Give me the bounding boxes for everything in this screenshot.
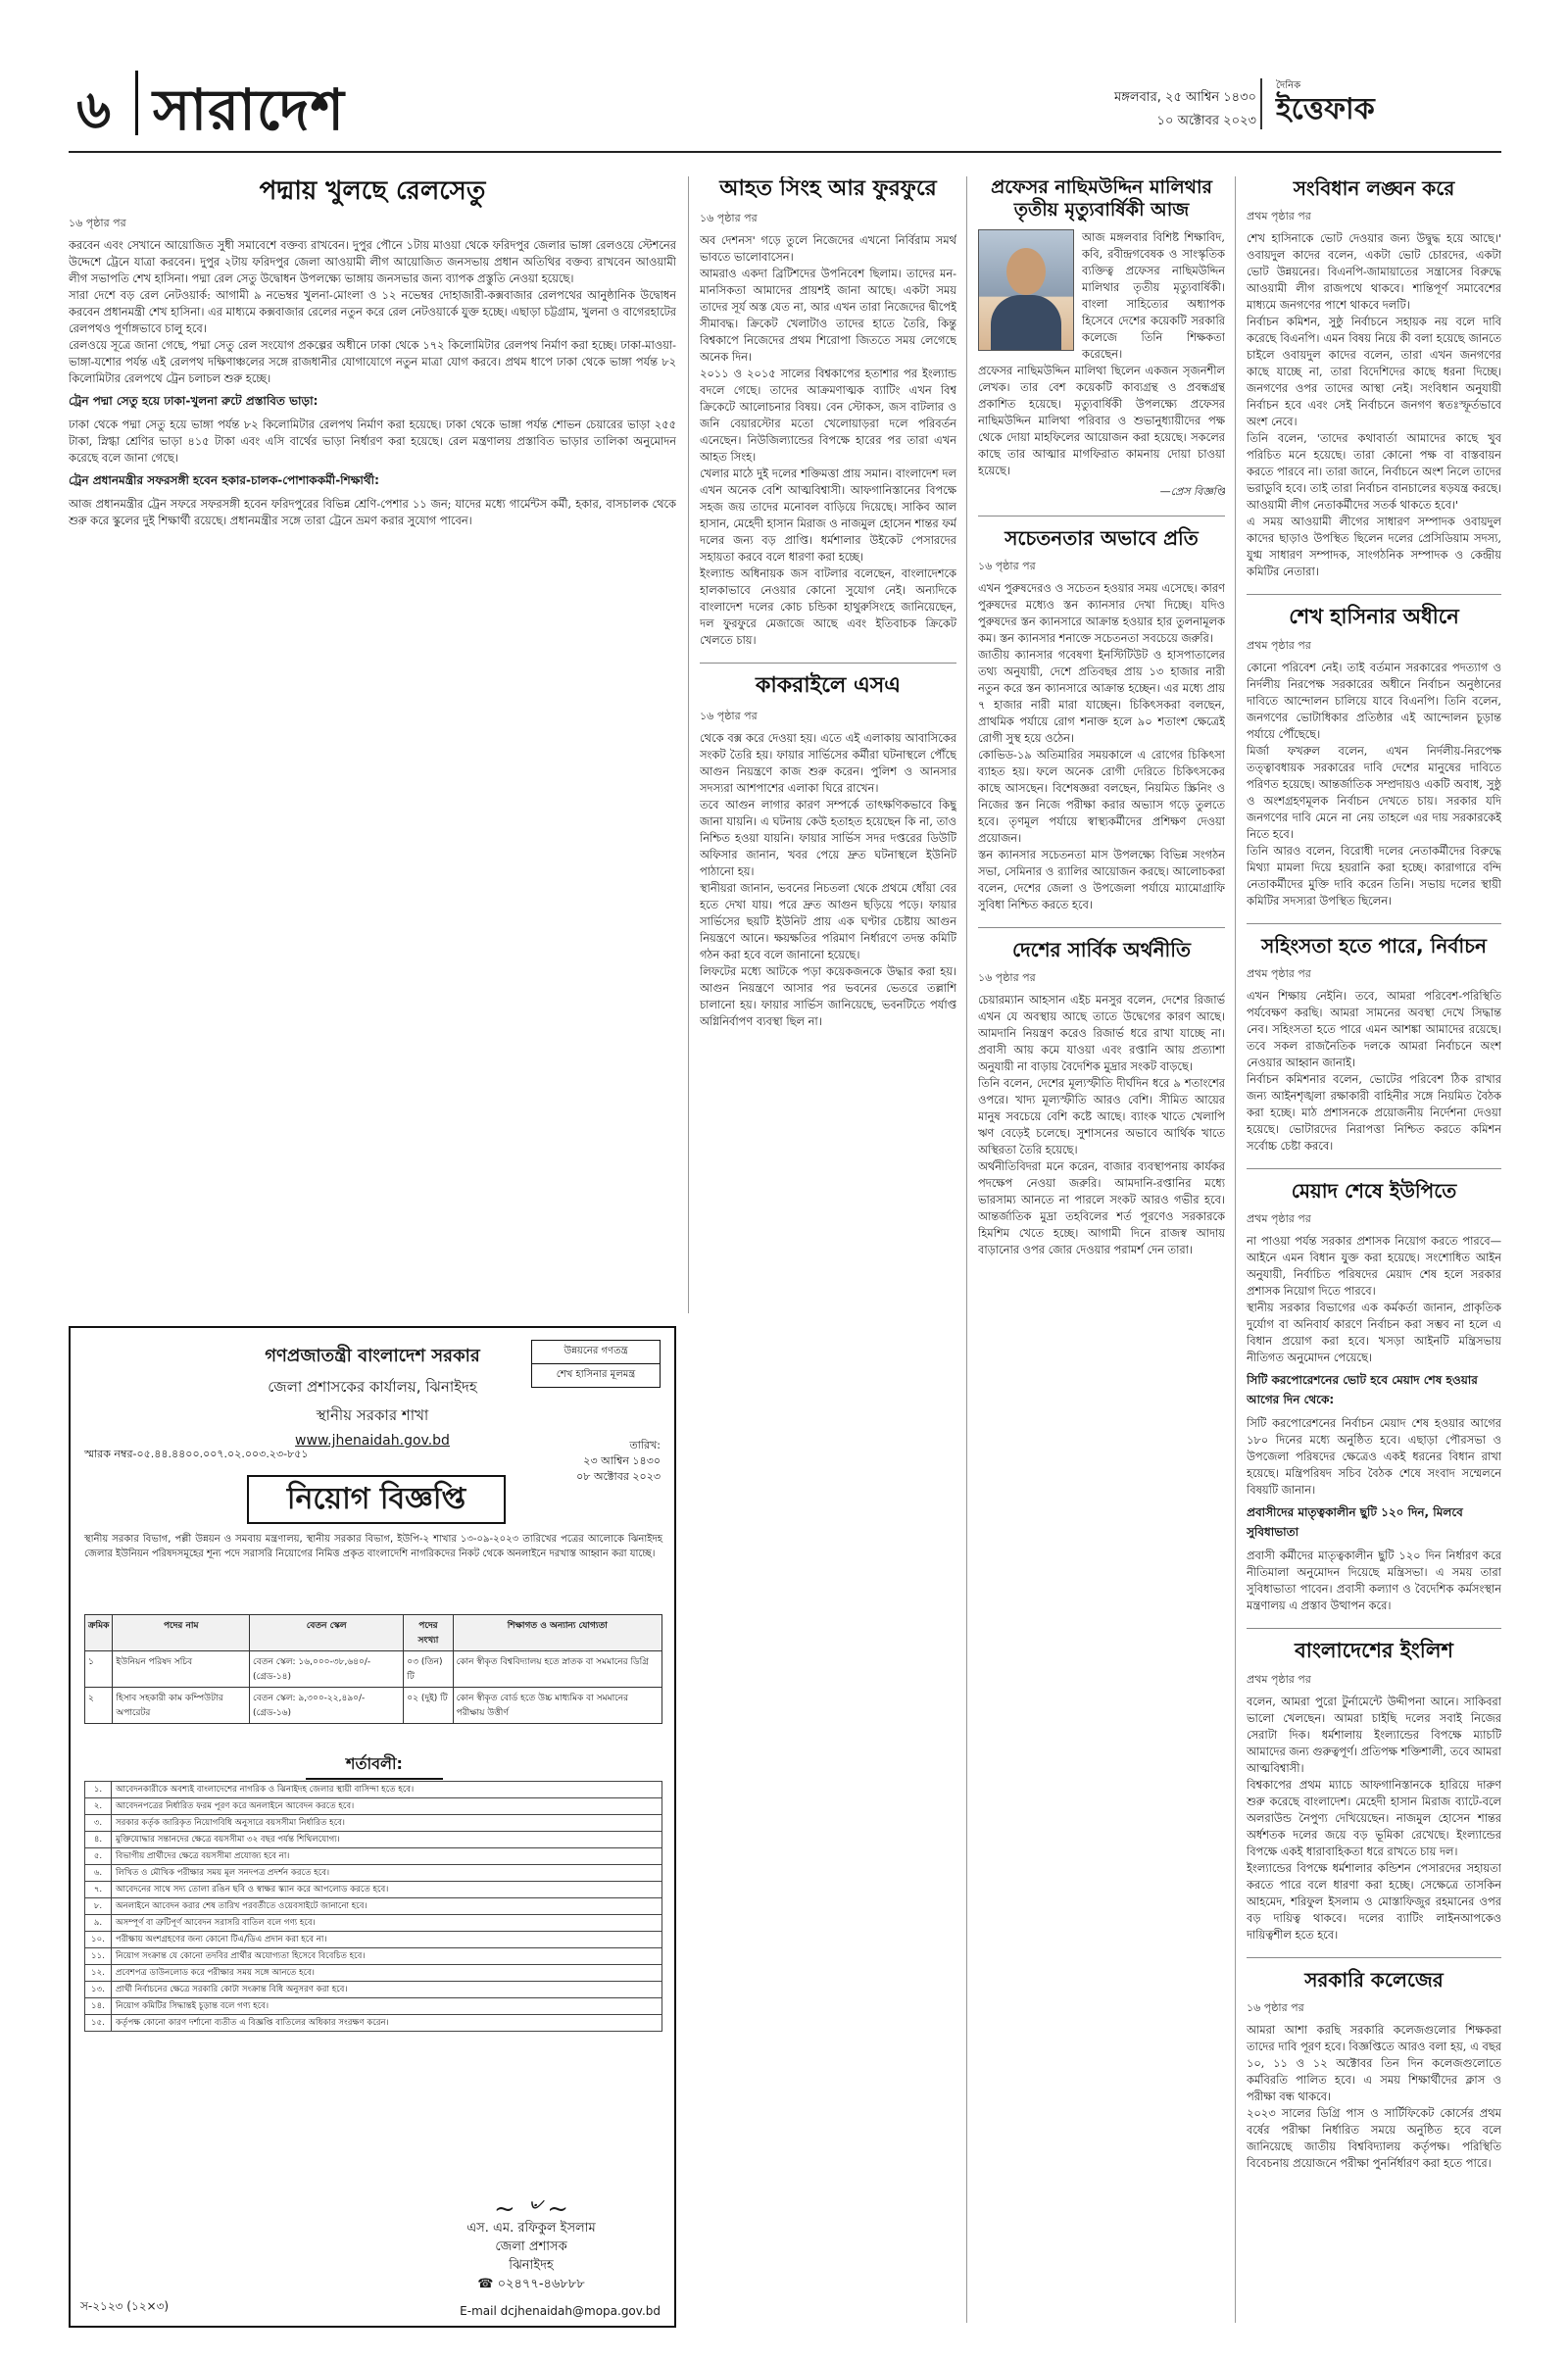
paragraph: সারা দেশে বড় রেল নেটওয়ার্ক: আগামী ৯ নভেম্বর খুলনা-মোংলা ও ১২ নভেম্বর দোহাজারী-কক্সবাজার রেলপথের আনুষ্ঠানিক উদ্বোধন করবেন প্রধানমন্ত্রী শেখ হাসিনা। এর মাধ্যমে কক্সবাজার রেলের নতুন করে রেল নেটওয়ার্কে যুক্ত হচ্ছে। এছাড়া চট্টগ্রাম, খুলনা ও বাগেরহাটের রেলপথও পূর্ণাঙ্গভাবে চালু হবে।	[69, 288, 676, 336]
article-under-sheikh-hasina	[1247, 605, 1501, 910]
article-divider	[1247, 1628, 1501, 1629]
table-row	[85, 1688, 662, 1724]
dateline: প্রথম পৃষ্ঠার পর	[1247, 967, 1311, 981]
notice-badge	[531, 1340, 661, 1388]
portrait-photo	[978, 229, 1074, 351]
article-bangladesh-england	[1247, 1639, 1501, 1943]
headline: মেয়াদ শেষে ইউপিতে	[1291, 1179, 1457, 1204]
article-kakrail	[700, 673, 956, 1029]
condition-text: অনলাইনে আবেদন করার শেষ তারিখ পরবর্তীতে ওয়েবসাইটে জানানো হবে।	[112, 1898, 662, 1915]
notice-date-label: তারিখ:	[629, 1439, 661, 1451]
paragraph: বলেন, আমরা পুরো টুর্নামেন্টে উদ্দীপনা আনে। সাকিবরা ভালো খেলছেন। আমরা চাইছি দলের সবাই নিজের সেরাটা দিক। ধর্মশালায় ইংল্যান্ডের বিপক্ষে ম্যাচটি আমাদের জন্য গুরুত্বপূর্ণ। প্রতিপক্ষ শক্তিশালী, তবে আমরা আত্মবিশ্বাসী।	[1247, 1695, 1501, 1776]
paragraph: এ সময় আওয়ামী লীগের সাধারণ সম্পাদক ওবায়দুল কাদের ছাড়াও উপস্থিত ছিলেন দলের প্রেসিডিয়াম সদস্য, যুগ্ম সাধারণ সম্পাদক, সাংগঠনিক সম্পাদক ও কেন্দ্রীয় কমিটির নেতারা।	[1247, 515, 1501, 578]
column-header: পদের নাম	[113, 1615, 250, 1651]
headline: দেশের সার্বিক অর্থনীতি	[1012, 937, 1191, 961]
signature-mark: ~ ৺ ~	[493, 2194, 569, 2224]
newspaper-logo	[1260, 78, 1492, 129]
condition-item: ২. আবেদনপত্রের নির্ধারিত ফরম পূরণ করে অনলাইনে আবেদন করতে হবে।	[85, 1798, 662, 1815]
article-violence	[1247, 934, 1501, 1155]
dateline: প্রথম পৃষ্ঠার পর	[1247, 1212, 1311, 1226]
column-3	[978, 176, 1225, 2323]
paragraph: খেলার মাঠে দুই দলের শক্তিমত্তা প্রায় সমান। বাংলাদেশ দল এখন অনেক বেশি আত্মবিশ্বাসী। আফগানিস্তানের বিপক্ষে সহজ জয় তাদের মনোবল বাড়িয়ে দিয়েছে। সাকিব আল হাসান, মেহেদী হাসান মিরাজ ও নাজমুল হোসেন শান্তর ফর্ম দলের জন্য বড় প্রাপ্তি। ধর্মশালার উইকেট পেসারদের সহায়তা করবে বলে ধারণা করা হচ্ছে।	[700, 467, 956, 565]
headline: সংবিধান লঙ্ঘন করে	[1293, 176, 1455, 200]
table-cell: কোন স্বীকৃত বিশ্ববিদ্যালয় হতে স্নাতক বা সমমানের ডিগ্রি	[453, 1651, 662, 1688]
signer-name: এস. এম. রফিকুল ইসলাম	[466, 2221, 596, 2236]
badge-bottom: শেখ হাসিনার মূলমন্ত্র	[532, 1363, 660, 1387]
dateline: ১৬ পৃষ্ঠার পর	[1247, 2001, 1304, 2015]
article-constitution	[1247, 176, 1501, 580]
signer-phone: ☎ ০২৪৭৭-৪৬৮৮৮	[477, 2277, 585, 2291]
paragraph: সিটি করপোরেশনের নির্বাচন মেয়াদ শেষ হওয়ার আগের ১৮০ দিনের মধ্যে অনুষ্ঠিত হবে। এছাড়া পৌরসভা ও উপজেলা পরিষদের ক্ষেত্রেও একই ধরনের বিধান রাখা হয়েছে। মন্ত্রিপরিষদ সচিব বৈঠক শেষে সংবাদ সম্মেলনে বিষয়টি জানান।	[1247, 1416, 1501, 1498]
table-cell: ০৩ (তিন) টি	[404, 1651, 453, 1688]
paragraph: আজ প্রধানমন্ত্রীর ট্রেন সফরে সফরসঙ্গী হবেন ফরিদপুরের বিভিন্ন শ্রেণি-পেশার ১১ জন; যাদের মধ্যে গার্মেন্টস কর্মী, হকার, বাসচালক থেকে শুরু করে স্কুলের দুই শিক্ষার্থী রয়েছে। প্রধানমন্ত্রীর সঙ্গে তারা ট্রেনে ভ্রমণ করার সুযোগ পাবেন।	[69, 497, 676, 528]
paragraph: ইংল্যান্ড অধিনায়ক জস বাটলার বলেছেন, বাংলাদেশকে হালকাভাবে নেওয়ার কোনো সুযোগ নেই। অন্যদিকে বাংলাদেশ দলের কোচ চন্ডিকা হাথুরুসিংহে জানিয়েছেন, দল ফুরফুরে মেজাজে আছে এবং ইতিবাচক ক্রিকেট খেলতে চায়।	[700, 566, 956, 648]
paragraph: আজ মঙ্গলবার বিশিষ্ট শিক্ষাবিদ, কবি, রবীন্দ্রগবেষক ও সাংস্কৃতিক ব্যক্তিত্ব প্রফেসর নাছিমউদ্দিন মালিথার তৃতীয় মৃত্যুবার্ষিকী। বাংলা সাহিত্যের অধ্যাপক হিসেবে দেশের কয়েকটি সরকারি কলেজে তিনি শিক্ষকতা করেছেন।	[1082, 229, 1225, 361]
dateline: ১৬ পৃষ্ঠার পর	[69, 217, 126, 230]
subheading: সিটি করপোরেশনের ভোট হবে মেয়াদ শেষ হওয়ার আগের দিন থেকে:	[1247, 1373, 1478, 1407]
masthead-divider	[135, 71, 138, 135]
paragraph: ২০১১ ও ২০১৫ সালের বিশ্বকাপের হতাশার পর ইংল্যান্ড বদলে গেছে। তাদের আক্রমণাত্মক ব্যাটিং এখন বিশ্ব ক্রিকেটে আলোচনার বিষয়। বেন স্টোকস, জস বাটলার ও জনি বেয়ারস্টোর মতো খেলোয়াড়রা দলে পরিবর্তন এনেছেন। নিউজিল্যান্ডের বিপক্ষে হারের পর তারা এখন আহত সিংহ।	[700, 367, 956, 465]
notice-website-link[interactable]: www.jhenaidah.gov.bd	[295, 1433, 450, 1449]
logo-small-text: দৈনিক	[1276, 80, 1301, 91]
article-divider	[1247, 923, 1501, 924]
condition-item: ৪. মুক্তিযোদ্ধার সন্তানদের ক্ষেত্রে বয়সসীমা ৩২ বছর পর্যন্ত শিথিলযোগ্য।	[85, 1832, 662, 1848]
column-1	[69, 176, 676, 1313]
paragraph: স্থানীয় সরকার বিভাগের এক কর্মকর্তা জানান, প্রাকৃতিক দুর্যোগ বা অনিবার্য কারণে নির্বাচন করা সম্ভব না হলে এ বিধান প্রয়োগ করা হবে। খসড়া আইনটি মন্ত্রিসভায় নীতিগত অনুমোদন পেয়েছে।	[1247, 1301, 1501, 1365]
condition-text: কর্তৃপক্ষ কোনো কারণ দর্শানো ব্যতীত এ বিজ্ঞপ্তি বাতিলের অধিকার সংরক্ষণ করেন।	[112, 2015, 662, 2032]
notice-intro: স্থানীয় সরকার বিভাগ, পল্লী উন্নয়ন ও সমবায় মন্ত্রণালয়, স্থানীয় সরকার বিভাগ, ইউপি-২ শাখার ১৩-০৯-২০২৩ তারিখের পত্রের আলোকে ঝিনাইদহ জেলার ইউনিয়ন পরিষদসমূহের শূন্য পদে সরাসরি নিয়োগের নিমিত্ত প্রকৃত বাংলাদেশি নাগরিকদের নিকট থেকে অনলাইনে দরখাস্ত আহ্বান করা যাচ্ছে।	[84, 1534, 662, 1559]
byline: —প্রেস বিজ্ঞপ্তি	[1159, 484, 1225, 498]
dateline: ১৬ পৃষ্ঠার পর	[700, 709, 758, 722]
table-cell: বেতন স্কেল: ৯,৩০০-২২,৪৯০/- (গ্রেড-১৬)	[250, 1688, 404, 1724]
condition-item: ৫. বিভাগীয় প্রার্থীদের ক্ষেত্রে বয়সসীমা প্রযোজ্য হবে না।	[85, 1848, 662, 1865]
paragraph: ঢাকা থেকে পদ্মা সেতু হয়ে ভাঙ্গা পর্যন্ত ৮২ কিলোমিটার রেলপথ নির্মাণ করা হয়েছে। ঢাকা থেকে ভাঙ্গা পর্যন্ত শোভন চেয়ারের ভাড়া ২৫৫ টাকা, স্নিগ্ধা শ্রেণির ভাড়া ৪১৫ টাকা এবং এসি বার্থের ভাড়া নির্ধারণ করা হয়েছে। রেল মন্ত্রণালয় প্রস্তাবিত ভাড়ার তালিকা অনুমোদন করেছে বলে জানা গেছে।	[69, 418, 676, 466]
issue-date-en: ১০ অক্টোবর ২০২৩	[1156, 114, 1256, 128]
column-header: বেতন স্কেল	[250, 1615, 404, 1651]
notice-date-en: ০৮ অক্টোবর ২০২৩	[576, 1470, 661, 1483]
table-header-row	[85, 1615, 662, 1651]
condition-text: আবেদনপত্রের নির্ধারিত ফরম পূরণ করে অনলাইনে আবেদন করতে হবে।	[112, 1798, 662, 1815]
notice-title: নিয়োগ বিজ্ঞপ্তি	[247, 1475, 506, 1524]
dateline: প্রথম পৃষ্ঠার পর	[1247, 210, 1311, 222]
table-cell: ২	[85, 1688, 113, 1724]
paragraph: ২০২৩ সালের ডিগ্রি পাস ও সার্টিফিকেট কোর্সের প্রথম বর্ষের পরীক্ষা নির্ধারিত সময়ে অনুষ্ঠিত হবে বলে জানিয়েছে জাতীয় বিশ্ববিদ্যালয় কর্তৃপক্ষ। পরিস্থিতি বিবেচনায় প্রয়োজনে পরীক্ষা পুনর্নির্ধারণ করা হতে পারে।	[1247, 2106, 1501, 2171]
recruitment-notice	[69, 1326, 676, 2328]
notice-memo-number: স্মারক নম্বর-০৫.৪৪.৪৪০০.০০৭.০২.০০৩.২৩-৮৫১	[84, 1448, 309, 1460]
headline: কাকরাইলে এসএ	[756, 673, 901, 699]
paragraph: ইংল্যান্ডের বিপক্ষে ধর্মশালার কন্ডিশন পেসারদের সহায়তা করতে পারে বলে ধারণা করা হচ্ছে। সেক্ষেত্রে তাসকিন আহমেদ, শরিফুল ইসলাম ও মোস্তাফিজুর রহমানের ওপর বড় দায়িত্ব থাকবে। দলের ব্যাটিং লাইনআপকেও দায়িত্বশীল হতে হবে।	[1247, 1861, 1501, 1943]
condition-text: প্রবেশপত্র ডাউনলোড করে পরীক্ষার সময় সঙ্গে আনতে হবে।	[112, 1965, 662, 1982]
condition-text: সরকার কর্তৃক জারিকৃত নিয়োগবিধি অনুসারে বয়সসীমা নির্ধারিত হবে।	[112, 1815, 662, 1832]
paragraph: নির্বাচন কমিশনার বলেন, ভোটের পরিবেশ ঠিক রাখার জন্য আইনশৃঙ্খলা রক্ষাকারী বাহিনীর সঙ্গে নিয়মিত বৈঠক করা হচ্ছে। মাঠ প্রশাসনকে প্রয়োজনীয় নির্দেশনা দেওয়া হয়েছে। ভোটারদের নিরাপত্তা নিশ্চিত করতে কমিশন সর্বোচ্চ চেষ্টা করবে।	[1247, 1072, 1501, 1154]
column-2	[700, 176, 956, 2323]
headline: শেখ হাসিনার অধীনে	[1289, 605, 1459, 628]
paragraph: জাতীয় ক্যানসার গবেষণা ইনস্টিটিউট ও হাসপাতালের তথ্য অনুযায়ী, দেশে প্রতিবছর প্রায় ১৩ হাজার নারী নতুন করে স্তন ক্যানসারে আক্রান্ত হচ্ছেন। এর মধ্যে প্রায় ৭ হাজার নারী মারা যাচ্ছেন। চিকিৎসকরা বলছেন, প্রাথমিক পর্যায়ে রোগ শনাক্ত হলে ৯০ শতাংশ ক্ষেত্রেই রোগী সুস্থ হয়ে ওঠেন।	[978, 647, 1225, 745]
headline: বাংলাদেশের ইংলিশ	[1295, 1639, 1453, 1663]
condition-text: নিয়োগ কমিটির সিদ্ধান্তই চূড়ান্ত বলে গণ্য হবে।	[112, 1998, 662, 2015]
paragraph: এখন পুরুষদেরও ও সচেতন হওয়ার সময় এসেছে। কারণ পুরুষদের মধ্যেও স্তন ক্যানসার দেখা দিচ্ছে। যদিও পুরুষদের স্তন ক্যানসারে আক্রান্ত হওয়ার হার তুলনামূলক কম। স্তন ক্যানসার শনাক্তে সচেতনতা সবচেয়ে জরুরি।	[978, 580, 1225, 645]
condition-item: ১০. পরীক্ষায় অংশগ্রহণের জন্য কোনো টিএ/ডিএ প্রদান করা হবে না।	[85, 1932, 662, 1948]
paragraph: কোভিড-১৯ অতিমারির সময়কালে এ রোগের চিকিৎসা ব্যাহত হয়। ফলে অনেক রোগী দেরিতে চিকিৎসকের কাছে আসছেন। বিশেষজ্ঞরা বলছেন, নিয়মিত স্ক্রিনিং ও নিজের স্তন নিজে পরীক্ষা করার অভ্যাস গড়ে তুলতে হবে। তৃণমূল পর্যায়ে স্বাস্থ্যকর্মীদের প্রশিক্ষণ দেওয়া প্রয়োজন।	[978, 747, 1225, 845]
column-header: পদের সংখ্যা	[404, 1615, 453, 1651]
issue-date	[1114, 86, 1256, 133]
paragraph: না পাওয়া পর্যন্ত সরকার প্রশাসক নিয়োগ করতে পারবে—আইনে এমন বিধান যুক্ত করা হয়েছে। সংশোধিত আইন অনুযায়ী, নির্বাচিত পরিষদের মেয়াদ শেষ হলে সরকার প্রশাসক নিয়োগ দিতে পারবে।	[1247, 1234, 1501, 1299]
condition-item: ৮. অনলাইনে আবেদন করার শেষ তারিখ পরবর্তীতে ওয়েবসাইটে জানানো হবে।	[85, 1898, 662, 1915]
condition-item: ১৩. প্রার্থী নির্বাচনের ক্ষেত্রে সরকারি কোটা সংক্রান্ত বিধি অনুসরণ করা হবে।	[85, 1982, 662, 1998]
dateline: ১৬ পৃষ্ঠার পর	[700, 212, 758, 225]
paragraph: নির্বাচন কমিশন, সুষ্ঠু নির্বাচনে সহায়ক নয় বলে দাবি করেছে বিএনপি। এমন বিষয় নিয়ে কী বলা হয়েছে জানতে চাইলে ওবায়দুল কাদের বলেন, তারা এখন জনগণের কাছে যাচ্ছে না, তারা বিদেশিদের কাছে ধরনা দিচ্ছে। জনগণের ওপর তাদের আস্থা নেই। সংবিধান অনুযায়ী নির্বাচন হবে এবং সেই নির্বাচনে জনগণ স্বতঃস্ফূর্তভাবে অংশ নেবে।	[1247, 315, 1501, 428]
notice-date-bn: ২৩ আশ্বিন ১৪৩০	[583, 1454, 661, 1467]
conditions-list	[84, 1781, 662, 2032]
table-cell: ১	[85, 1651, 113, 1688]
article-divider	[700, 663, 956, 664]
condition-text: আবেদনকারীকে অবশ্যই বাংলাদেশের নাগরিক ও ঝিনাইদহ জেলার স্থায়ী বাসিন্দা হতে হবে।	[112, 1782, 662, 1798]
notice-branch: স্থানীয় সরকার শাখা	[316, 1406, 429, 1424]
condition-item: ৭. আবেদনের সাথে সদ্য তোলা রঙিন ছবি ও স্বাক্ষর স্ক্যান করে আপলোড করতে হবে।	[85, 1882, 662, 1898]
column-header: শিক্ষাগত ও অন্যান্য যোগ্যতা	[453, 1615, 662, 1651]
headline: আহত সিংহ আর ফুরফুরে	[719, 176, 937, 201]
column-4	[1247, 176, 1501, 2323]
vacancy-table	[84, 1614, 662, 1724]
table-cell: কোন স্বীকৃত বোর্ড হতে উচ্চ মাধ্যমিক বা সমমানের পরীক্ষায় উত্তীর্ণ	[453, 1688, 662, 1724]
paragraph: স্থানীয়রা জানান, ভবনের নিচতলা থেকে প্রথমে ধোঁয়া বের হতে দেখা যায়। পরে দ্রুত আগুন ছড়িয়ে পড়ে। ফায়ার সার্ভিসের ছয়টি ইউনিট প্রায় এক ঘণ্টার চেষ্টায় আগুন নিয়ন্ত্রণে আনে। ক্ষয়ক্ষতির পরিমাণ নির্ধারণে তদন্ত কমিটি গঠন করা হবে বলে জানানো হয়েছে।	[700, 880, 956, 961]
condition-item: ৯. অসম্পূর্ণ বা ত্রুটিপূর্ণ আবেদন সরাসরি বাতিল বলে গণ্য হবে।	[85, 1915, 662, 1932]
subheading: ট্রেন পদ্মা সেতু হয়ে ঢাকা-খুলনা রুটে প্রস্তাবিত ভাড়া:	[69, 394, 318, 409]
section-title: সারাদেশ	[153, 76, 345, 143]
notice-date	[576, 1438, 661, 1485]
condition-item: ১. আবেদনকারীকে অবশ্যই বাংলাদেশের নাগরিক ও ঝিনাইদহ জেলার স্থায়ী বাসিন্দা হতে হবে।	[85, 1782, 662, 1798]
notice-government: গণপ্রজাতন্ত্রী বাংলাদেশ সরকার	[265, 1346, 480, 1366]
condition-text: অসম্পূর্ণ বা ত্রুটিপূর্ণ আবেদন সরাসরি বাতিল বলে গণ্য হবে।	[112, 1915, 662, 1932]
condition-text: প্রার্থী নির্বাচনের ক্ষেত্রে সরকারি কোটা সংক্রান্ত বিধি অনুসরণ করা হবে।	[112, 1982, 662, 1998]
paragraph: শেখ হাসিনাকে ভোট দেওয়ার জন্য উদ্বুদ্ধ হয়ে আছে।' ওবায়দুল কাদের বলেন, একটা ভোট চোরদের, একটা ভোট উন্নয়নের। বিএনপি-জামায়াতের সন্ত্রাসের বিরুদ্ধে আওয়ামী লীগ রাজপথে থাকবে। শান্তিপূর্ণ সমাবেশের মাধ্যমে জনগণের পাশে থাকবে দলটি।	[1247, 231, 1501, 312]
subheading: ট্রেন প্রধানমন্ত্রীর সফরসঙ্গী হবেন হকার-চালক-পোশাককর্মী-শিক্ষার্থী:	[69, 473, 379, 488]
paragraph: লিফটের মধ্যে আটকে পড়া কয়েকজনকে উদ্ধার করা হয়। আগুন নিয়ন্ত্রণে আসার পর ভবনের ভেতরে তল্লাশি চালানো হয়। ফায়ার সার্ভিস জানিয়েছে, ভবনটিতে পর্যাপ্ত অগ্নিনির্বাপণ ব্যবস্থা ছিল না।	[700, 963, 956, 1028]
dateline: প্রথম পৃষ্ঠার পর	[1247, 1673, 1311, 1687]
paragraph: এখন শিক্ষায় নেইনি। তবে, আমরা পরিবেশ-পরিস্থিতি পর্যবেক্ষণ করছি। আমরা সামনের অবস্থা দেখে সিদ্ধান্ত নেব। সহিংসতা হতে পারে এমন আশঙ্কা আমাদের রয়েছে। তবে সকল রাজনৈতিক দলকে আমরা নির্বাচনে অংশ নেওয়ার আহ্বান জানাই।	[1247, 989, 1501, 1070]
table-cell: ইউনিয়ন পরিষদ সচিব	[113, 1651, 250, 1688]
table-cell: বেতন স্কেল: ১৬,০০০-৩৮,৬৪০/- (গ্রেড-১৪)	[250, 1651, 404, 1688]
column-header: ক্রমিক	[85, 1615, 113, 1651]
dateline: প্রথম পৃষ্ঠার পর	[1247, 639, 1311, 653]
paragraph: প্রবাসী কর্মীদের মাতৃত্বকালীন ছুটি ১২০ দিন নির্ধারণ করে নীতিমালা অনুমোদন দিয়েছে মন্ত্রিসভা। এ সময় তারা সুবিধাভাতা পাবেন। প্রবাসী কল্যাণ ও বৈদেশিক কর্মসংস্থান মন্ত্রণালয় এ প্রস্তাব উত্থাপন করে।	[1247, 1549, 1501, 1613]
paragraph: থেকে বক্স করে দেওয়া হয়। এতে এই এলাকায় আবাসিকের সংকট তৈরি হয়। ফায়ার সার্ভিসের কর্মীরা ঘটনাস্থলে পৌঁছে আগুন নিয়ন্ত্রণে কাজ শুরু করেন। পুলিশ ও আনসার সদস্যরা আশপাশের এলাকা ঘিরে রাখেন।	[700, 730, 956, 795]
condition-text: পরীক্ষায় অংশগ্রহণের জন্য কোনো টিএ/ডিএ প্রদান করা হবে না।	[112, 1932, 662, 1948]
article-death-anniversary	[978, 176, 1225, 502]
badge-top: উন্নয়নের গণতন্ত্র	[564, 1346, 628, 1356]
paragraph: অব দেশনস' গড়ে তুলে নিজেদের এখনো নির্বিরাম সমর্থ ভাবতে ভালোবাসেন।	[700, 233, 956, 265]
paragraph: রেলওয়ে সূত্রে জানা গেছে, পদ্মা সেতু রেল সংযোগ প্রকল্পের অধীনে ঢাকা থেকে ১৭২ কিলোমিটার রেলপথ নির্মাণ করা হচ্ছে। ঢাকা-মাওয়া-ভাঙ্গা-যশোর পর্যন্ত এই রেলপথ দক্ষিণাঞ্চলের সঙ্গে রাজধানীর যোগাযোগে নতুন মাত্রা যোগ করবে। প্রথম ধাপে ঢাকা থেকে ভাঙ্গা পর্যন্ত ৮২ কিলোমিটার রেলপথে ট্রেন চলাচল শুরু হচ্ছে।	[69, 338, 676, 386]
paragraph: স্তন ক্যানসার সচেতনতা মাস উপলক্ষ্যে বিভিন্ন সংগঠন সভা, সেমিনার ও র‍্যালির আয়োজন করছে। আলোচকরা বলেন, দেশের জেলা ও উপজেলা পর্যায়ে ম্যামোগ্রাফি সুবিধা নিশ্চিত করতে হবে।	[978, 847, 1225, 911]
article-divider	[1247, 594, 1501, 595]
condition-text: মুক্তিযোদ্ধার সন্তানদের ক্ষেত্রে বয়সসীমা ৩২ বছর পর্যন্ত শিথিলযোগ্য।	[112, 1832, 662, 1848]
subheading: প্রবাসীদের মাতৃত্বকালীন ছুটি ১২০ দিন, মিলবে সুবিধাভাতা	[1247, 1505, 1463, 1540]
article-padma-rail-bridge	[69, 176, 676, 529]
table-cell: ০২ (দুই) টি	[404, 1688, 453, 1724]
headline: পদ্মায় খুলছে রেলসেতু	[259, 176, 486, 206]
signature-block	[404, 2194, 659, 2293]
article-economy	[978, 938, 1225, 1258]
condition-item: ১১. নিয়োগ সংক্রান্ত যে কোনো তদবির প্রার্থীর অযোগ্যতা হিসেবে বিবেচিত হবে।	[85, 1948, 662, 1965]
condition-item: ১২. প্রবেশপত্র ডাউনলোড করে পরীক্ষার সময় সঙ্গে আনতে হবে।	[85, 1965, 662, 1982]
table-row	[85, 1651, 662, 1688]
article-divider	[1247, 1168, 1501, 1169]
article-union-parishad	[1247, 1179, 1501, 1614]
column-divider	[688, 176, 689, 1313]
paragraph: বিশ্বকাপের প্রথম ম্যাচে আফগানিস্তানকে হারিয়ে দারুণ শুরু করেছে বাংলাদেশ। মেহেদী হাসান মিরাজ ব্যাটে-বলে অলরাউন্ড নৈপুণ্য দেখিয়েছেন। নাজমুল হোসেন শান্তর অর্ধশতক দলের জয়ে বড় ভূমিকা রেখেছে। ইংল্যান্ডের বিপক্ষে একই ধারাবাহিকতা ধরে রাখতে চায় দল।	[1247, 1778, 1501, 1859]
headline: প্রফেসর নাছিমউদ্দিন মালিথার তৃতীয় মৃত্যুবার্ষিকী আজ	[991, 176, 1212, 221]
article-injured-lion	[700, 176, 956, 649]
condition-text: নিয়োগ সংক্রান্ত যে কোনো তদবির প্রার্থীর অযোগ্যতা হিসেবে বিবেচিত হবে।	[112, 1948, 662, 1965]
newspaper-page	[69, 57, 1501, 2331]
article-govt-college	[1247, 1968, 1501, 2172]
article-divider	[1247, 1957, 1501, 1958]
paragraph: কোনো পরিবেশ নেই। তাই বর্তমান সরকারের পদত্যাগ ও নির্দলীয় নিরপেক্ষ সরকারের অধীনে নির্বাচন অনুষ্ঠানের দাবিতে আন্দোলন চালিয়ে যাবে বিএনপি। তিনি বলেন, জনগণের ভোটাধিকার প্রতিষ্ঠার এই আন্দোলন চূড়ান্ত পর্যায়ে পৌঁছেছে।	[1247, 661, 1501, 742]
condition-text: বিভাগীয় প্রার্থীদের ক্ষেত্রে বয়সসীমা প্রযোজ্য হবে না।	[112, 1848, 662, 1865]
condition-text: লিখিত ও মৌখিক পরীক্ষার সময় মূল সনদপত্র প্রদর্শন করতে হবে।	[112, 1865, 662, 1882]
condition-text: আবেদনের সাথে সদ্য তোলা রঙিন ছবি ও স্বাক্ষর স্ক্যান করে আপলোড করতে হবে।	[112, 1882, 662, 1898]
masthead	[69, 57, 1501, 153]
signer-title: জেলা প্রশাসক	[495, 2239, 567, 2254]
table-cell: হিসাব সহকারী কাম কম্পিউটার অপারেটর	[113, 1688, 250, 1724]
condition-item: ৩. সরকার কর্তৃক জারিকৃত নিয়োগবিধি অনুসারে বয়সসীমা নির্ধারিত হবে।	[85, 1815, 662, 1832]
paragraph: প্রফেসর নাছিমউদ্দিন মালিথা ছিলেন একজন সৃজনশীল লেখক। তার বেশ কয়েকটি কাব্যগ্রন্থ ও প্রবন্ধগ্রন্থ প্রকাশিত হয়েছে। মৃত্যুবার্ষিকী উপলক্ষ্যে প্রফেসর নাছিমউদ্দিন মালিথা পরিবার ও শুভানুধ্যায়ীদের পক্ষ থেকে দোয়া মাহফিলের আয়োজন করা হয়েছে। সকলের কাছে তার আত্মার মাগফিরাত কামনায় দোয়া চাওয়া হয়েছে।	[978, 363, 1225, 477]
paragraph: তিনি আরও বলেন, বিরোধী দলের নেতাকর্মীদের বিরুদ্ধে মিথ্যা মামলা দিয়ে হয়রানি করা হচ্ছে। কারাগারে বন্দি নেতাকর্মীদের মুক্তি দাবি করেন তিনি। সভায় দলের স্থায়ী কমিটির সদস্যরা উপস্থিত ছিলেন।	[1247, 844, 1501, 909]
paragraph: আমরা আশা করছি সরকারি কলেজগুলোর শিক্ষকরা তাদের দাবি পূরণ হবে। বিজ্ঞপ্তিতে আরও বলা হয়, এ বছর ১০, ১১ ও ১২ অক্টোবর তিন দিন কলেজগুলোতে কর্মবিরতি পালিত হবে। এ সময় শিক্ষার্থীদের ক্লাস ও পরীক্ষা বন্ধ থাকবে।	[1247, 2023, 1501, 2104]
paragraph: মির্জা ফখরুল বলেন, এখন নির্দলীয়-নিরপেক্ষ তত্ত্বাবধায়ক সরকারের দাবি দেশের মানুষের দাবিতে পরিণত হয়েছে। আন্তর্জাতিক সম্প্রদায়ও একটি অবাধ, সুষ্ঠু ও অংশগ্রহণমূলক নির্বাচন দেখতে চায়। সরকার যদি জনগণের দাবি মেনে না নেয় তাহলে এর দায় সরকারকেই নিতে হবে।	[1247, 744, 1501, 842]
issue-date-bn: মঙ্গলবার, ২৫ আশ্বিন ১৪৩০	[1114, 90, 1256, 105]
paragraph: তিনি বলেন, দেশের মূল্যস্ফীতি দীর্ঘদিন ধরে ৯ শতাংশের ওপরে। খাদ্য মূল্যস্ফীতি আরও বেশি। সীমিত আয়ের মানুষ সবচেয়ে বেশি কষ্টে আছে। ব্যাংক খাতে খেলাপি ঋণ বেড়েই চলেছে। সুশাসনের অভাবে আর্থিক খাতে অস্থিরতা তৈরি হয়েছে।	[978, 1075, 1225, 1156]
page-number: ৬	[76, 78, 112, 140]
notice-office: জেলা প্রশাসকের কার্যালয়, ঝিনাইদহ	[268, 1378, 477, 1396]
paragraph: অর্থনীতিবিদরা মনে করেন, বাজার ব্যবস্থাপনায় কার্যকর পদক্ষেপ নেওয়া জরুরি। আমদানি-রপ্তানির মধ্যে ভারসাম্য আনতে না পারলে সংকট আরও গভীর হবে। আন্তর্জাতিক মুদ্রা তহবিলের শর্ত পূরণেও সরকারকে হিমশিম খেতে হচ্ছে। আগামী দিনে রাজস্ব আদায় বাড়ানোর ওপর জোর দেওয়ার পরামর্শ দেন তারা।	[978, 1158, 1225, 1256]
column-divider	[1235, 176, 1236, 2323]
logo-wordmark: ইত্তেফাক	[1276, 92, 1375, 126]
article-awareness	[978, 526, 1225, 913]
conditions-title: শর্তাবলী:	[306, 1751, 443, 1780]
paragraph: করবেন এবং সেখানে আয়োজিত সুধী সমাবেশে বক্তব্য রাখবেন। দুপুর পৌনে ১টায় মাওয়া থেকে ফরিদপুর জেলার ভাঙ্গা রেলওয়ে স্টেশনের উদ্দেশে ট্রেনে যাত্রা করবেন। দুপুর ২টায় ফরিদপুর জেলা আওয়ামী লীগ আয়োজিত জনসভায় প্রধান অতিথির বক্তব্য রাখবেন আওয়ামী লীগ সভাপতি শেখ হাসিনা। পদ্মা রেল সেতু উদ্বোধন উপলক্ষ্যে ভাঙ্গায় জনসভার জন্য ব্যাপক প্রস্তুতি নেওয়া হয়েছে।	[69, 238, 676, 286]
notice-email[interactable]: E-mail dcjhenaidah@mopa.gov.bd	[460, 2304, 661, 2318]
paragraph: চেয়ারম্যান আহসান এইচ মনসুর বলেন, দেশের রিজার্ভ এখন যে অবস্থায় আছে তাতে উদ্বেগের কারণ আছে। আমদানি নিয়ন্ত্রণ করেও রিজার্ভ ধরে রাখা যাচ্ছে না। প্রবাসী আয় কমে যাওয়া এবং রপ্তানি আয় প্রত্যাশা অনুযায়ী না বাড়ায় বৈদেশিক মুদ্রার সংকট বাড়ছে।	[978, 992, 1225, 1073]
dateline: ১৬ পৃষ্ঠার পর	[978, 970, 1036, 984]
article-divider	[978, 927, 1225, 928]
paragraph: তিনি বলেন, 'তাদের কথাবার্তা আমাদের কাছে খুব পরিচিত মনে হয়েছে। তারা কোনো পক্ষ বা বাস্তবায়ন করতে পারবে না। তারা জানে, নির্বাচনে অংশ নিলে তাদের ভরাডুবি হবে। তাই তারা নির্বাচন বানচালের ষড়যন্ত্র করছে। আওয়ামী লীগ নেতাকর্মীদের সতর্ক থাকতে হবে।'	[1247, 431, 1501, 512]
paragraph: তবে আগুন লাগার কারণ সম্পর্কে তাৎক্ষণিকভাবে কিছু জানা যায়নি। এ ঘটনায় কেউ হতাহত হয়েছেন কি না, তাও নিশ্চিত হওয়া যায়নি। ফায়ার সার্ভিস সদর দপ্তরের ডিউটি অফিসার জানান, খবর পেয়ে দ্রুত ঘটনাস্থলে ইউনিট পাঠানো হয়।	[700, 797, 956, 878]
signer-place: ঝিনাইদহ	[509, 2258, 554, 2273]
column-divider	[966, 176, 967, 2323]
headline: সহিংসতা হতে পারে, নির্বাচন	[1261, 934, 1487, 959]
headline: সরকারি কলেজের	[1304, 1968, 1444, 1992]
notice-code: স-২১২৩ (১২×৩)	[80, 2299, 170, 2313]
condition-item: ১৫. কর্তৃপক্ষ কোনো কারণ দর্শানো ব্যতীত এ বিজ্ঞপ্তি বাতিলের অধিকার সংরক্ষণ করেন।	[85, 2015, 662, 2032]
condition-item: ৬. লিখিত ও মৌখিক পরীক্ষার সময় মূল সনদপত্র প্রদর্শন করতে হবে।	[85, 1865, 662, 1882]
headline: সচেতনতার অভাবে প্রতি	[1004, 525, 1199, 550]
dateline: ১৬ পৃষ্ঠার পর	[978, 559, 1036, 572]
paragraph: আমরাও একদা ব্রিটিশদের উপনিবেশ ছিলাম। তাদের মন-মানসিকতা আমাদের প্রায়শই জানা আছে। একটা সময় তাদের সূর্য অস্ত যেত না, আর এখন তারা নিজেদের দ্বীপেই সীমাবদ্ধ। ক্রিকেট খেলাটাও তাদের হাতে তৈরি, কিন্তু বিশ্বকাপে নিজেদের প্রথম শিরোপা জিততে সময় লেগেছে অনেক দিন।	[700, 267, 956, 365]
condition-item: ১৪. নিয়োগ কমিটির সিদ্ধান্তই চূড়ান্ত বলে গণ্য হবে।	[85, 1998, 662, 2015]
